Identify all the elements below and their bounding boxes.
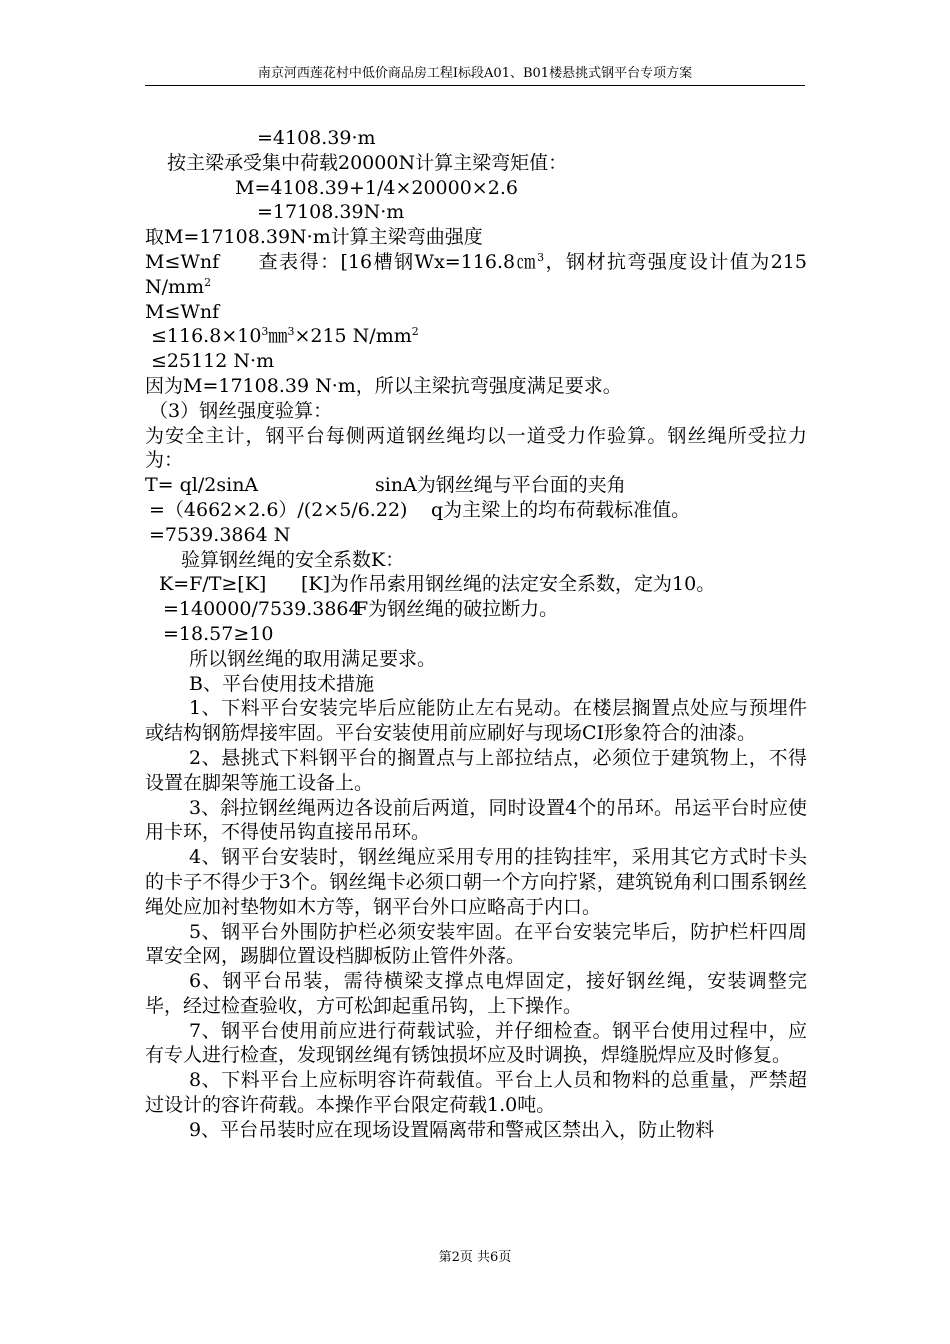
page-footer: 第2页 共6页 xyxy=(438,1250,512,1265)
calc-line: 取M=17108.39N·m计算主梁弯曲强度 xyxy=(145,226,483,249)
calc-line: T= ql/2sinA sinA为钢丝绳与平台面的夹角 xyxy=(145,474,626,497)
superscript: 2 xyxy=(411,325,419,339)
section-heading: B、平台使用技术措施 xyxy=(189,672,374,695)
measure-paragraph: 7、钢平台使用前应进行荷载试验，并仔细检查。钢平台使用过程中，应有专人进行检查，发现钢丝绳有锈蚀损坏应及时调换，焊缝脱焊应及时修复。 xyxy=(145,1019,807,1067)
calc-line: =（4662×2.6）/(2×5/6.22) q为主梁上的均布荷载标准值。 xyxy=(149,498,691,521)
lookup-text: ，钢材抗弯强度设计值为215 N/mm xyxy=(145,250,814,298)
superscript: 3 xyxy=(287,325,295,339)
calc-line: 按主梁承受集中荷载20000N计算主梁弯矩值： xyxy=(167,151,568,174)
superscript: 3 xyxy=(537,250,545,264)
measure-paragraph: 4、钢平台安装时，钢丝绳应采用专用的挂钩挂牢，采用其它方式时卡头的卡子不得少于3个。钢丝绳卡必须口朝一个方向拧紧，建筑锐角利口围系钢丝绳处应加衬垫物如木方等，钢平台外口应略高于内口。 xyxy=(145,846,807,918)
calc-line: ≤25112 N·m xyxy=(151,350,275,373)
document-body xyxy=(145,126,814,1143)
measure-paragraph: 1、下料平台安装完毕后应能防止左右晃动。在楼层搁置点处应与预埋件或结构钢筋焊接牢固。平台安装使用前应刷好与现场CI形象符合的油漆。 xyxy=(145,697,807,745)
page-header: 南京河西莲花村中低价商品房工程I标段A01、B01楼悬挑式钢平台专项方案 xyxy=(257,66,693,81)
calc-line: 所以钢丝绳的取用满足要求。 xyxy=(189,647,437,670)
calc-line: =17108.39N·m xyxy=(257,201,405,224)
calc-line: =18.57≥10 xyxy=(163,622,274,645)
measure-paragraph: 3、斜拉钢丝绳两边各设前后两道，同时设置4个的吊环。吊运平台时应使用卡环，不得使吊钩直接吊吊环。 xyxy=(145,796,807,844)
calc-line: K=F/T≥[K] [K]为作吊索用钢丝绳的法定安全系数，定为10。 xyxy=(159,573,716,596)
calc-line: M≤Wnf xyxy=(145,300,220,323)
formula: M≤Wnf xyxy=(145,250,220,273)
measure-paragraph: 2、悬挑式下料钢平台的搁置点与上部拉结点，必须位于建筑物上，不得设置在脚架等施工设备上。 xyxy=(145,746,807,794)
lookup-text: 查表得：[16槽钢Wx=116.8㎝ xyxy=(257,250,538,273)
measure-paragraph: 5、钢平台外围防护栏必须安装牢固。在平台安装完毕后，防护栏杆四周罩安全网，踢脚位置设档脚板防止管件外落。 xyxy=(145,920,807,968)
calc-line xyxy=(145,250,814,300)
header-rule xyxy=(145,85,805,86)
calc-line: 因为M=17108.39 N·m，所以主梁抗弯强度满足要求。 xyxy=(145,374,622,397)
measure-paragraph: 6、钢平台吊装，需待横梁支撑点电焊固定，接好钢丝绳，安装调整完毕，经过检查验收，方可松卸起重吊钩，上下操作。 xyxy=(145,970,807,1017)
section-heading: （3）钢丝强度验算： xyxy=(149,399,333,422)
calc-line: $\le 116.8\times 10^3㎜^3\times 215$ $N/mm^2$ xyxy=(151,325,419,348)
calc-line: =140000/7539.3864F为钢丝绳的破拉断力。 xyxy=(163,598,559,621)
superscript: 3 xyxy=(261,325,269,339)
calc-line: 验算钢丝绳的安全系数K： xyxy=(181,548,405,571)
superscript: 2 xyxy=(204,275,212,289)
calc-line: M=4108.39+1/4×20000×2.6 xyxy=(235,176,518,199)
calc-line: =7539.3864 N xyxy=(149,523,291,546)
calc-line: =4108.39·m xyxy=(257,127,376,149)
paragraph: 为安全主计，钢平台每侧两道钢丝绳均以一道受力作验算。钢丝绳所受拉力为： xyxy=(145,424,807,472)
measure-paragraph: 9、平台吊装时应在现场设置隔离带和警戒区禁出入，防止物料 xyxy=(189,1118,715,1141)
measure-paragraph: 8、下料平台上应标明容许荷载值。平台上人员和物料的总重量，严禁超过设计的容许荷载。本操作平台限定荷载1.0吨。 xyxy=(145,1069,807,1117)
